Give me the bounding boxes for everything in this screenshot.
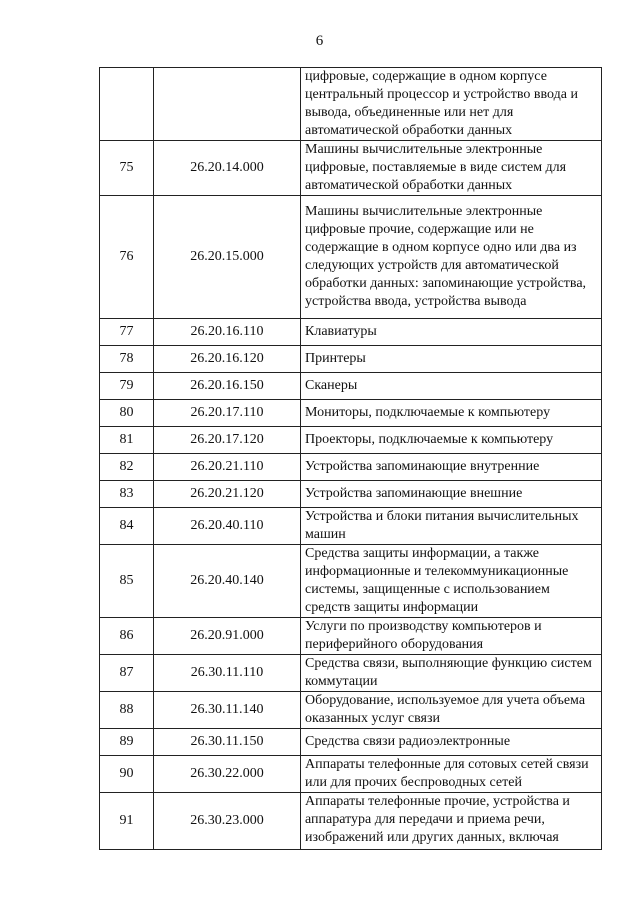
table-row <box>100 793 602 850</box>
row-description: Средства защиты информации, а также информационные и телекоммуникационные системы, защищенные с использованием средств защиты информации <box>301 545 602 618</box>
row-description: Мониторы, подключаемые к компьютеру <box>301 400 602 427</box>
row-description: Средства связи, выполняющие функцию систем коммутации <box>301 655 602 692</box>
table-row <box>100 319 602 346</box>
table-row <box>100 196 602 319</box>
row-code: 26.20.14.000 <box>154 141 301 196</box>
row-number: 90 <box>100 756 154 793</box>
row-description: Сканеры <box>301 373 602 400</box>
table-row <box>100 427 602 454</box>
row-number: 86 <box>100 618 154 655</box>
row-description: Принтеры <box>301 346 602 373</box>
row-code: 26.20.40.140 <box>154 545 301 618</box>
row-code: 26.20.21.120 <box>154 481 301 508</box>
row-description: Устройства запоминающие внутренние <box>301 454 602 481</box>
table-row <box>100 756 602 793</box>
table-row <box>100 545 602 618</box>
page-number: 6 <box>315 33 324 49</box>
row-description: Аппараты телефонные прочие, устройства и аппаратура для передачи и приема речи, изображений или других данных, включая <box>301 793 602 850</box>
table-row <box>100 655 602 692</box>
row-code: 26.20.16.120 <box>154 346 301 373</box>
table-row <box>100 692 602 729</box>
row-code: 26.20.17.110 <box>154 400 301 427</box>
row-number: 75 <box>100 141 154 196</box>
row-description: Машины вычислительные электронные цифровые, поставляемые в виде систем для автоматической обработки данных <box>301 141 602 196</box>
row-description: Средства связи радиоэлектронные <box>301 729 602 756</box>
row-code: 26.30.11.140 <box>154 692 301 729</box>
row-code: 26.30.23.000 <box>154 793 301 850</box>
table-row <box>100 373 602 400</box>
row-code: 26.20.17.120 <box>154 427 301 454</box>
row-number: 88 <box>100 692 154 729</box>
row-number: 78 <box>100 346 154 373</box>
row-code: 26.30.22.000 <box>154 756 301 793</box>
row-description: Устройства запоминающие внешние <box>301 481 602 508</box>
row-number: 81 <box>100 427 154 454</box>
row-code: 26.30.11.150 <box>154 729 301 756</box>
row-number: 83 <box>100 481 154 508</box>
row-code <box>154 68 301 141</box>
row-description: Аппараты телефонные для сотовых сетей связи или для прочих беспроводных сетей <box>301 756 602 793</box>
table-row <box>100 481 602 508</box>
row-code: 26.20.91.000 <box>154 618 301 655</box>
row-number: 77 <box>100 319 154 346</box>
table-row <box>100 346 602 373</box>
row-description: Услуги по производству компьютеров и периферийного оборудования <box>301 618 602 655</box>
row-code: 26.20.40.110 <box>154 508 301 545</box>
row-number: 76 <box>100 196 154 319</box>
row-number: 87 <box>100 655 154 692</box>
table-row <box>100 454 602 481</box>
row-number: 82 <box>100 454 154 481</box>
row-number: 89 <box>100 729 154 756</box>
table-row <box>100 729 602 756</box>
row-description: Машины вычислительные электронные цифровые прочие, содержащие или не содержащие в одном корпусе одно или два из следующих устройств для автоматической обработки данных: запоминающие устройства, устройства ввода, устройства вывода <box>301 196 602 319</box>
table-row <box>100 141 602 196</box>
row-description: Проекторы, подключаемые к компьютеру <box>301 427 602 454</box>
row-code: 26.20.15.000 <box>154 196 301 319</box>
row-code: 26.30.11.110 <box>154 655 301 692</box>
row-number: 85 <box>100 545 154 618</box>
row-number: 79 <box>100 373 154 400</box>
row-number: 84 <box>100 508 154 545</box>
table-row <box>100 618 602 655</box>
codes-table <box>99 67 602 850</box>
row-number <box>100 68 154 141</box>
table-row <box>100 508 602 545</box>
row-description: Устройства и блоки питания вычислительных машин <box>301 508 602 545</box>
row-code: 26.20.16.150 <box>154 373 301 400</box>
row-code: 26.20.16.110 <box>154 319 301 346</box>
row-description: Оборудование, используемое для учета объема оказанных услуг связи <box>301 692 602 729</box>
table-row <box>100 68 602 141</box>
row-number: 80 <box>100 400 154 427</box>
table-row <box>100 400 602 427</box>
row-number: 91 <box>100 793 154 850</box>
row-description: цифровые, содержащие в одном корпусе центральный процессор и устройство ввода и вывода, объединенные или нет для автоматической обработки данных <box>301 68 602 141</box>
row-code: 26.20.21.110 <box>154 454 301 481</box>
row-description: Клавиатуры <box>301 319 602 346</box>
